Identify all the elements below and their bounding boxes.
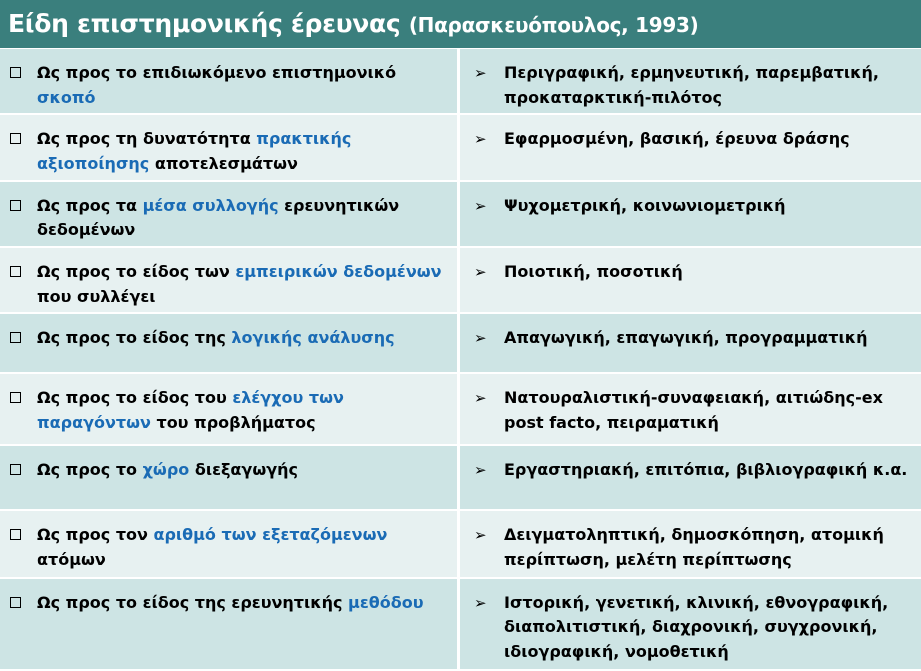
criterion-prefix: Ως προς το είδος της (37, 328, 232, 348)
arrow-bullet-icon: ➢ (474, 329, 487, 348)
criterion-cell (0, 578, 459, 670)
table-row (0, 313, 921, 373)
criterion-suffix: του προβλήματος (150, 412, 316, 432)
table-row (0, 181, 921, 247)
types-text: Απαγωγική, επαγωγική, προγραμματική (504, 328, 868, 348)
criterion-highlight: εμπειρικών δεδομένων (235, 262, 442, 282)
criterion-text (37, 61, 457, 110)
criterion-cell (0, 313, 459, 373)
table-row (0, 49, 921, 114)
types-cell (459, 49, 921, 114)
research-types-table (0, 49, 921, 671)
criterion-highlight: ελέγχου των παραγόντων (37, 388, 344, 432)
criterion-cell (0, 181, 459, 247)
criterion-prefix: Ως προς τα (37, 195, 143, 215)
types-text: Δειγματοληπτική, δημοσκόπηση, ατομική περίπτωση, μελέτη περίπτωσης (504, 525, 884, 569)
criterion-text (37, 326, 403, 351)
types-text: Ποιοτική, ποσοτική (504, 262, 683, 282)
criterion-cell (0, 510, 459, 577)
criterion-text (37, 523, 457, 572)
types-cell (459, 313, 921, 373)
criterion-cell (0, 49, 459, 114)
checkbox-square-icon (10, 464, 21, 475)
criterion-suffix: ατόμων (37, 549, 106, 569)
criterion-suffix: αποτελεσμάτων (149, 153, 298, 173)
page-title (0, 0, 921, 48)
criterion-prefix: Ως προς το είδος της ερευνητικής (37, 592, 349, 612)
criterion-highlight: σκοπό (37, 87, 96, 107)
table-row (0, 578, 921, 670)
types-text: Ψυχομετρική, κοινωνιομετρική (504, 195, 786, 215)
criterion-prefix: Ως προς το (37, 460, 143, 480)
types-text: Εφαρμοσμένη, βασική, έρευνα δράσης (504, 129, 850, 149)
arrow-bullet-icon: ➢ (474, 461, 487, 480)
criterion-text (37, 458, 306, 483)
types-cell (459, 181, 921, 247)
criterion-highlight: χώρο (142, 460, 190, 480)
arrow-bullet-icon: ➢ (474, 526, 487, 545)
types-text: Εργαστηριακή, επιτόπια, βιβλιογραφική κ.α. (504, 460, 908, 480)
types-text: Ιστορική, γενετική, κλινική, εθνογραφική, διαπολιτιστική, διαχρονική, συγχρονική, ιδιογραφική, νομοθετική (504, 592, 889, 661)
criterion-highlight: μέσα συλλογής (142, 195, 279, 215)
criterion-prefix: Ως προς τη δυνατότητα (37, 129, 257, 149)
table-row (0, 373, 921, 445)
arrow-bullet-icon: ➢ (474, 389, 487, 408)
criterion-suffix: ερευνητικών δεδομένων (37, 195, 400, 240)
criterion-highlight: λογικής ανάλυσης (231, 328, 395, 348)
criterion-text (37, 127, 457, 176)
criterion-text (37, 260, 457, 309)
types-cell (459, 373, 921, 445)
table-row (0, 510, 921, 577)
title-main: Είδη επιστημονικής έρευνας (8, 9, 401, 38)
criterion-suffix: που συλλέγει (37, 286, 156, 306)
criterion-highlight: μεθόδου (348, 592, 424, 612)
criterion-cell (0, 114, 459, 180)
criterion-prefix: Ως προς τον (37, 525, 154, 545)
types-cell (459, 510, 921, 577)
table-row (0, 445, 921, 510)
title-citation: (Παρασκευόπουλος, 1993) (408, 13, 699, 37)
checkbox-square-icon (10, 266, 21, 277)
types-cell (459, 114, 921, 180)
table-row (0, 247, 921, 313)
arrow-bullet-icon: ➢ (474, 196, 487, 215)
criterion-highlight: αριθμό των εξεταζόμενων (153, 525, 388, 545)
checkbox-square-icon (10, 332, 21, 343)
criterion-suffix: διεξαγωγής (189, 460, 298, 480)
types-cell (459, 247, 921, 313)
checkbox-square-icon (10, 67, 21, 78)
types-cell (459, 445, 921, 510)
arrow-bullet-icon: ➢ (474, 130, 487, 149)
criterion-prefix: Ως προς το είδος των (37, 262, 236, 282)
checkbox-square-icon (10, 200, 21, 211)
criterion-cell (0, 445, 459, 510)
types-cell (459, 578, 921, 670)
checkbox-square-icon (10, 529, 21, 540)
criterion-cell (0, 247, 459, 313)
checkbox-square-icon (10, 597, 21, 608)
table-row (0, 114, 921, 180)
arrow-bullet-icon: ➢ (474, 593, 487, 612)
checkbox-square-icon (10, 133, 21, 144)
criterion-cell (0, 373, 459, 445)
checkbox-square-icon (10, 392, 21, 403)
criterion-prefix: Ως προς το είδος του (37, 388, 233, 408)
criterion-text (37, 194, 457, 243)
criterion-highlight: πρακτικής αξιοποίησης (37, 129, 352, 173)
arrow-bullet-icon: ➢ (474, 263, 487, 282)
criterion-prefix: Ως προς το επιδιωκόμενο επιστημονικό (37, 63, 397, 82)
criterion-text (37, 591, 432, 616)
types-text: Περιγραφική, ερμηνευτική, παρεμβατική, προκαταρκτική-πιλότος (504, 63, 879, 107)
criterion-text (37, 386, 457, 435)
arrow-bullet-icon: ➢ (474, 64, 487, 82)
types-text: Νατουραλιστική-συναφειακή, αιτιώδης-ex post facto, πειραματική (504, 388, 883, 432)
